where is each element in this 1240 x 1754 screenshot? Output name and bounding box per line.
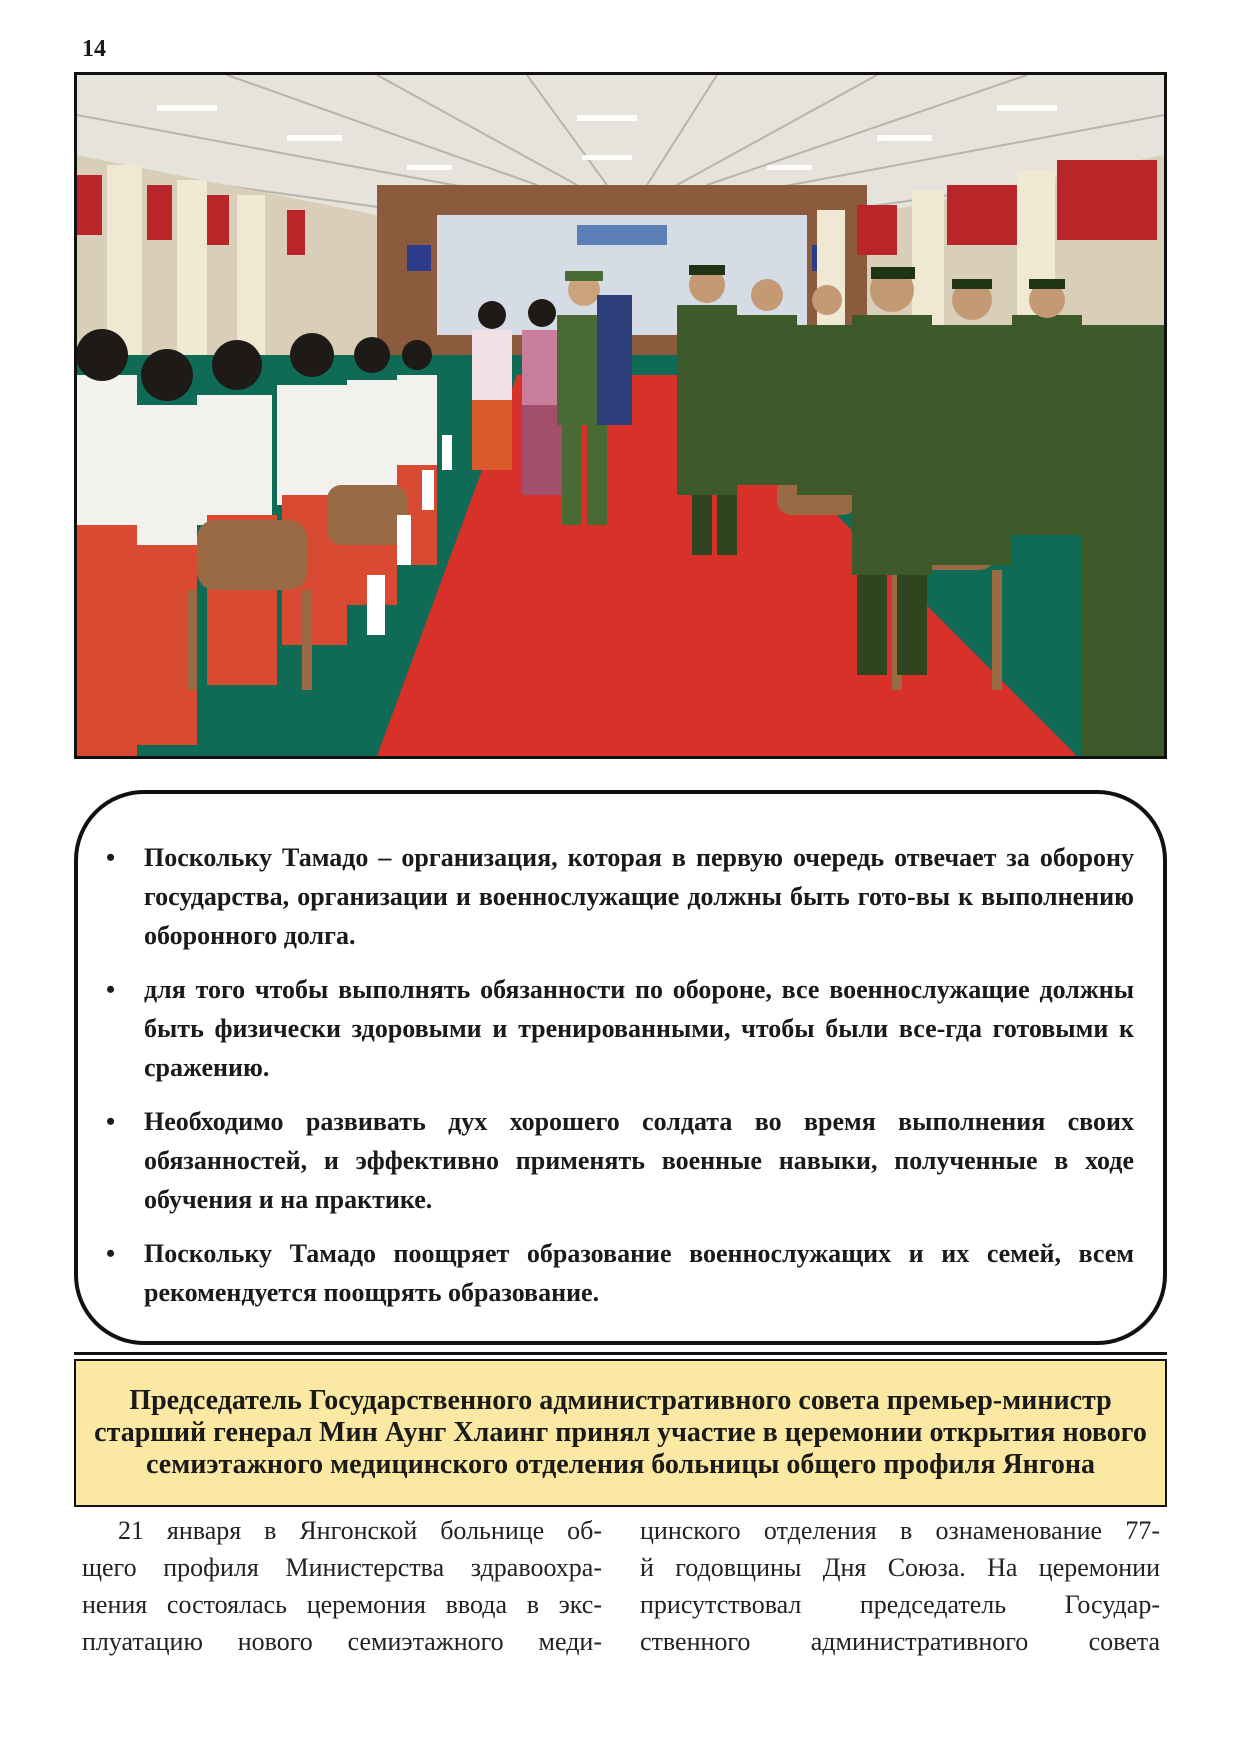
- list-item: • Поскольку Тамадо – организация, которая в первую очередь отвечает за оборону государства, организации и военнослужащие должны быть гото-вы к выполнению оборонного долга.: [144, 838, 1134, 955]
- bullet-icon: •: [106, 1239, 116, 1268]
- article-column-left: [82, 1512, 602, 1660]
- text-line: щего профиля Министерства здравоохра-: [82, 1553, 602, 1582]
- headline-box: [74, 1359, 1167, 1507]
- text-line: нения состоялась церемония ввода в экс-: [82, 1590, 602, 1619]
- text-line: плуатацию нового семиэтажного меди-: [82, 1627, 602, 1656]
- bullet-icon: •: [106, 843, 116, 872]
- text-line: ственного административного совета: [640, 1627, 1160, 1656]
- bullet-icon: •: [106, 975, 116, 1004]
- ceremony-photo: [74, 72, 1167, 759]
- text-line: присутствовал председатель Государ-: [640, 1590, 1160, 1619]
- article-column-right: [640, 1512, 1160, 1660]
- text-line: й годовщины Дня Союза. На церемонии: [640, 1553, 1160, 1582]
- article-headline: Председатель Государственного административного совета премьер-министр старший генерал Мин Аунг Хлаинг принял участие в церемонии открытия нового семиэтажного медицинского отделения больницы общего профиля Янгона: [94, 1385, 1147, 1480]
- list-item: • для того чтобы выполнять обязанности по обороне, все военнослужащие должны быть физически здоровыми и тренированными, чтобы были все-гда готовыми к сражению.: [144, 970, 1134, 1087]
- bullet-icon: •: [106, 1107, 116, 1136]
- text-line: 21 января в Янгонской больнице об-: [118, 1516, 602, 1545]
- photo-hall-ceremony-illustration: [77, 75, 1164, 756]
- key-points-box: [74, 790, 1167, 1345]
- headline-divider: [74, 1352, 1167, 1355]
- list-item: • Поскольку Тамадо поощряет образование военнослужащих и их семей, всем рекомендуется поощрять образование.: [144, 1234, 1134, 1312]
- list-item: • Необходимо развивать дух хорошего солдата во время выполнения своих обязанностей, и эффективно применять военные навыки, полученные в ходе обучения и на практике.: [144, 1102, 1134, 1219]
- key-points-list: [106, 838, 1134, 1312]
- page-number: 14: [82, 36, 106, 62]
- text-line: цинского отделения в ознаменование 77-: [640, 1516, 1160, 1545]
